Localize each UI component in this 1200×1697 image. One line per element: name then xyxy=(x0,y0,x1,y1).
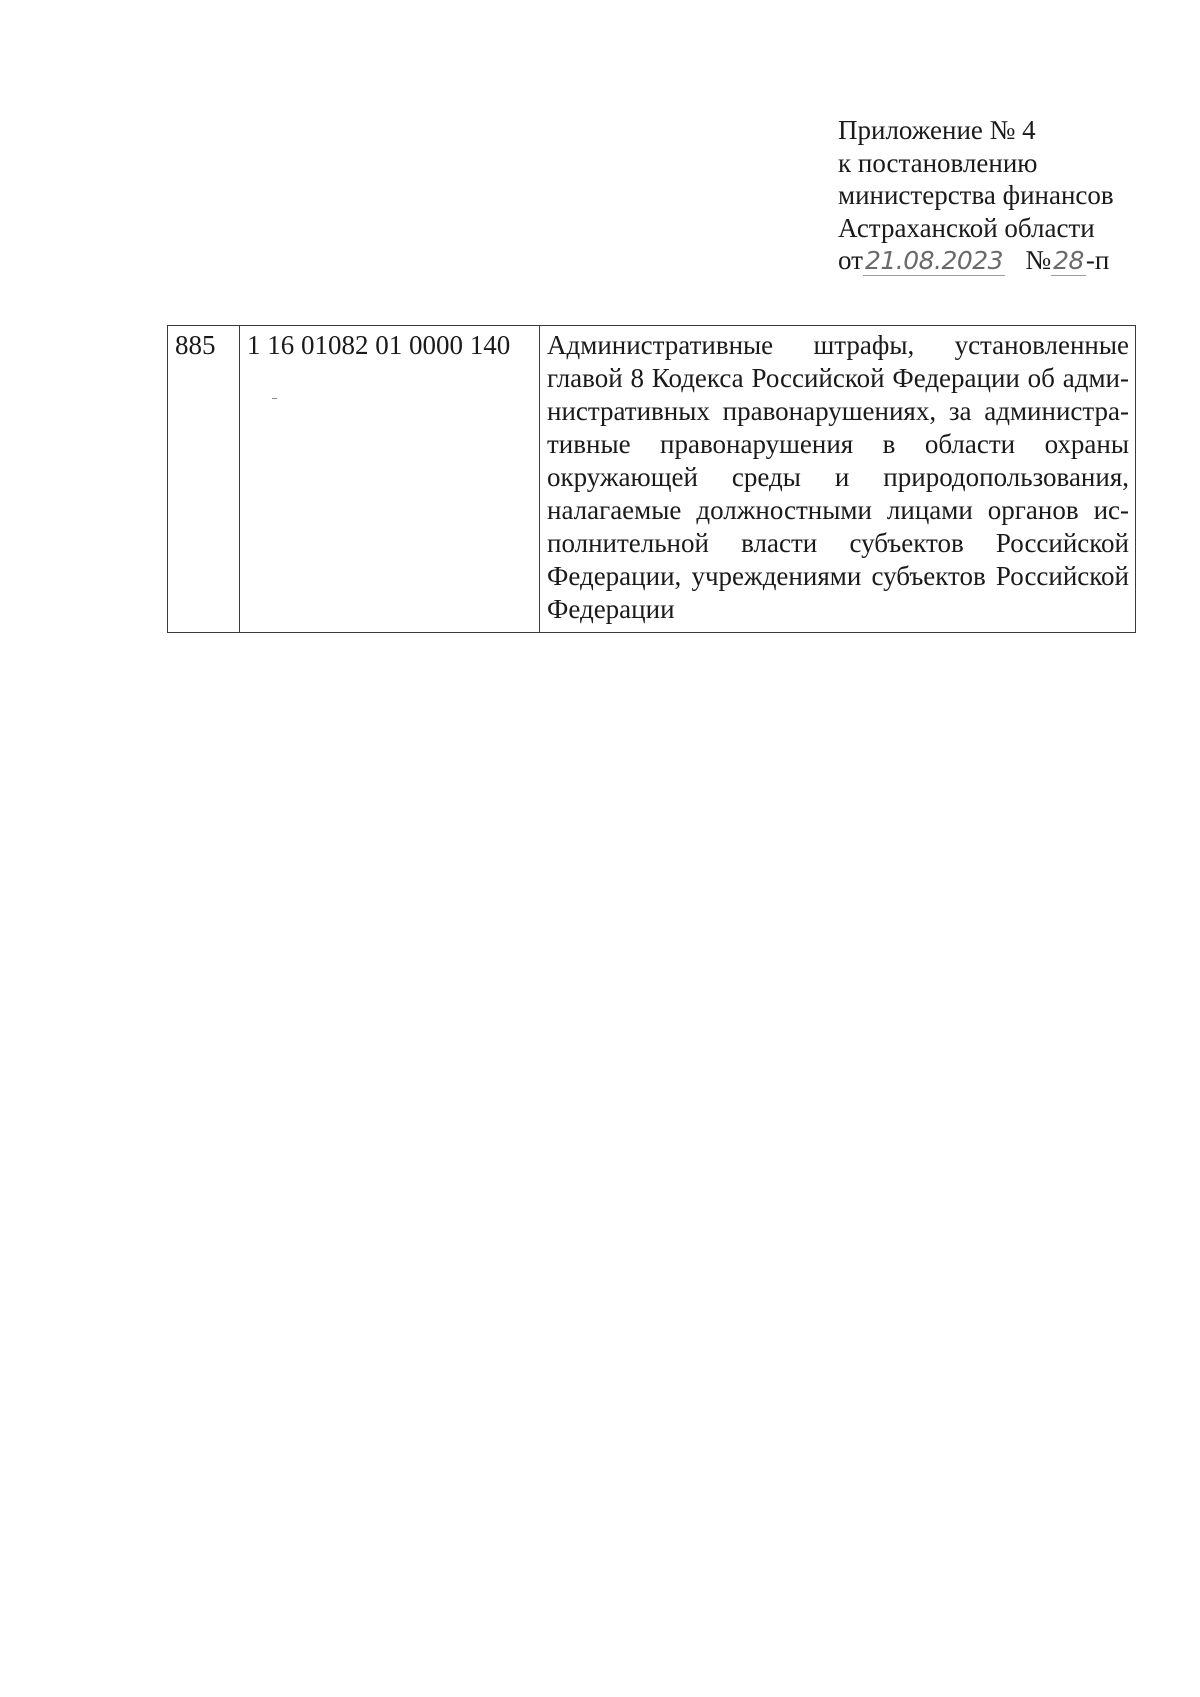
scan-speck xyxy=(272,398,277,399)
annex-ministry: министерства финансов xyxy=(838,180,1114,210)
annex-region: Астраханской области xyxy=(838,212,1095,243)
table-row xyxy=(168,326,1136,633)
description-cell: Административные штрафы, установленные главой 8 Кодекса Российской Федерации об административных правонарушениях, за административные правонарушения в области охраны окружающей среды и природопользования, налагаемые должностными лицами органов исполнительной власти субъектов Российской Федерации, учреждениями субъектов Российской Федерации xyxy=(540,326,1136,633)
number-suffix: -п xyxy=(1085,245,1110,275)
annex-title: Приложение № 4 xyxy=(838,115,1036,145)
number-prefix: № xyxy=(1025,245,1052,275)
handwritten-date: 21.08.2023 xyxy=(864,246,1004,275)
annex-subtitle: к постановлению xyxy=(838,147,1038,178)
revenue-code-table xyxy=(167,325,1136,633)
admin-code-cell: 885 xyxy=(168,326,240,633)
annex-header xyxy=(838,114,1178,278)
kbk-cell: 1 16 01082 01 0000 140 xyxy=(240,326,540,633)
date-prefix: от xyxy=(838,245,863,275)
handwritten-number: 28 xyxy=(1053,246,1084,275)
annex-date-number xyxy=(838,244,1178,278)
